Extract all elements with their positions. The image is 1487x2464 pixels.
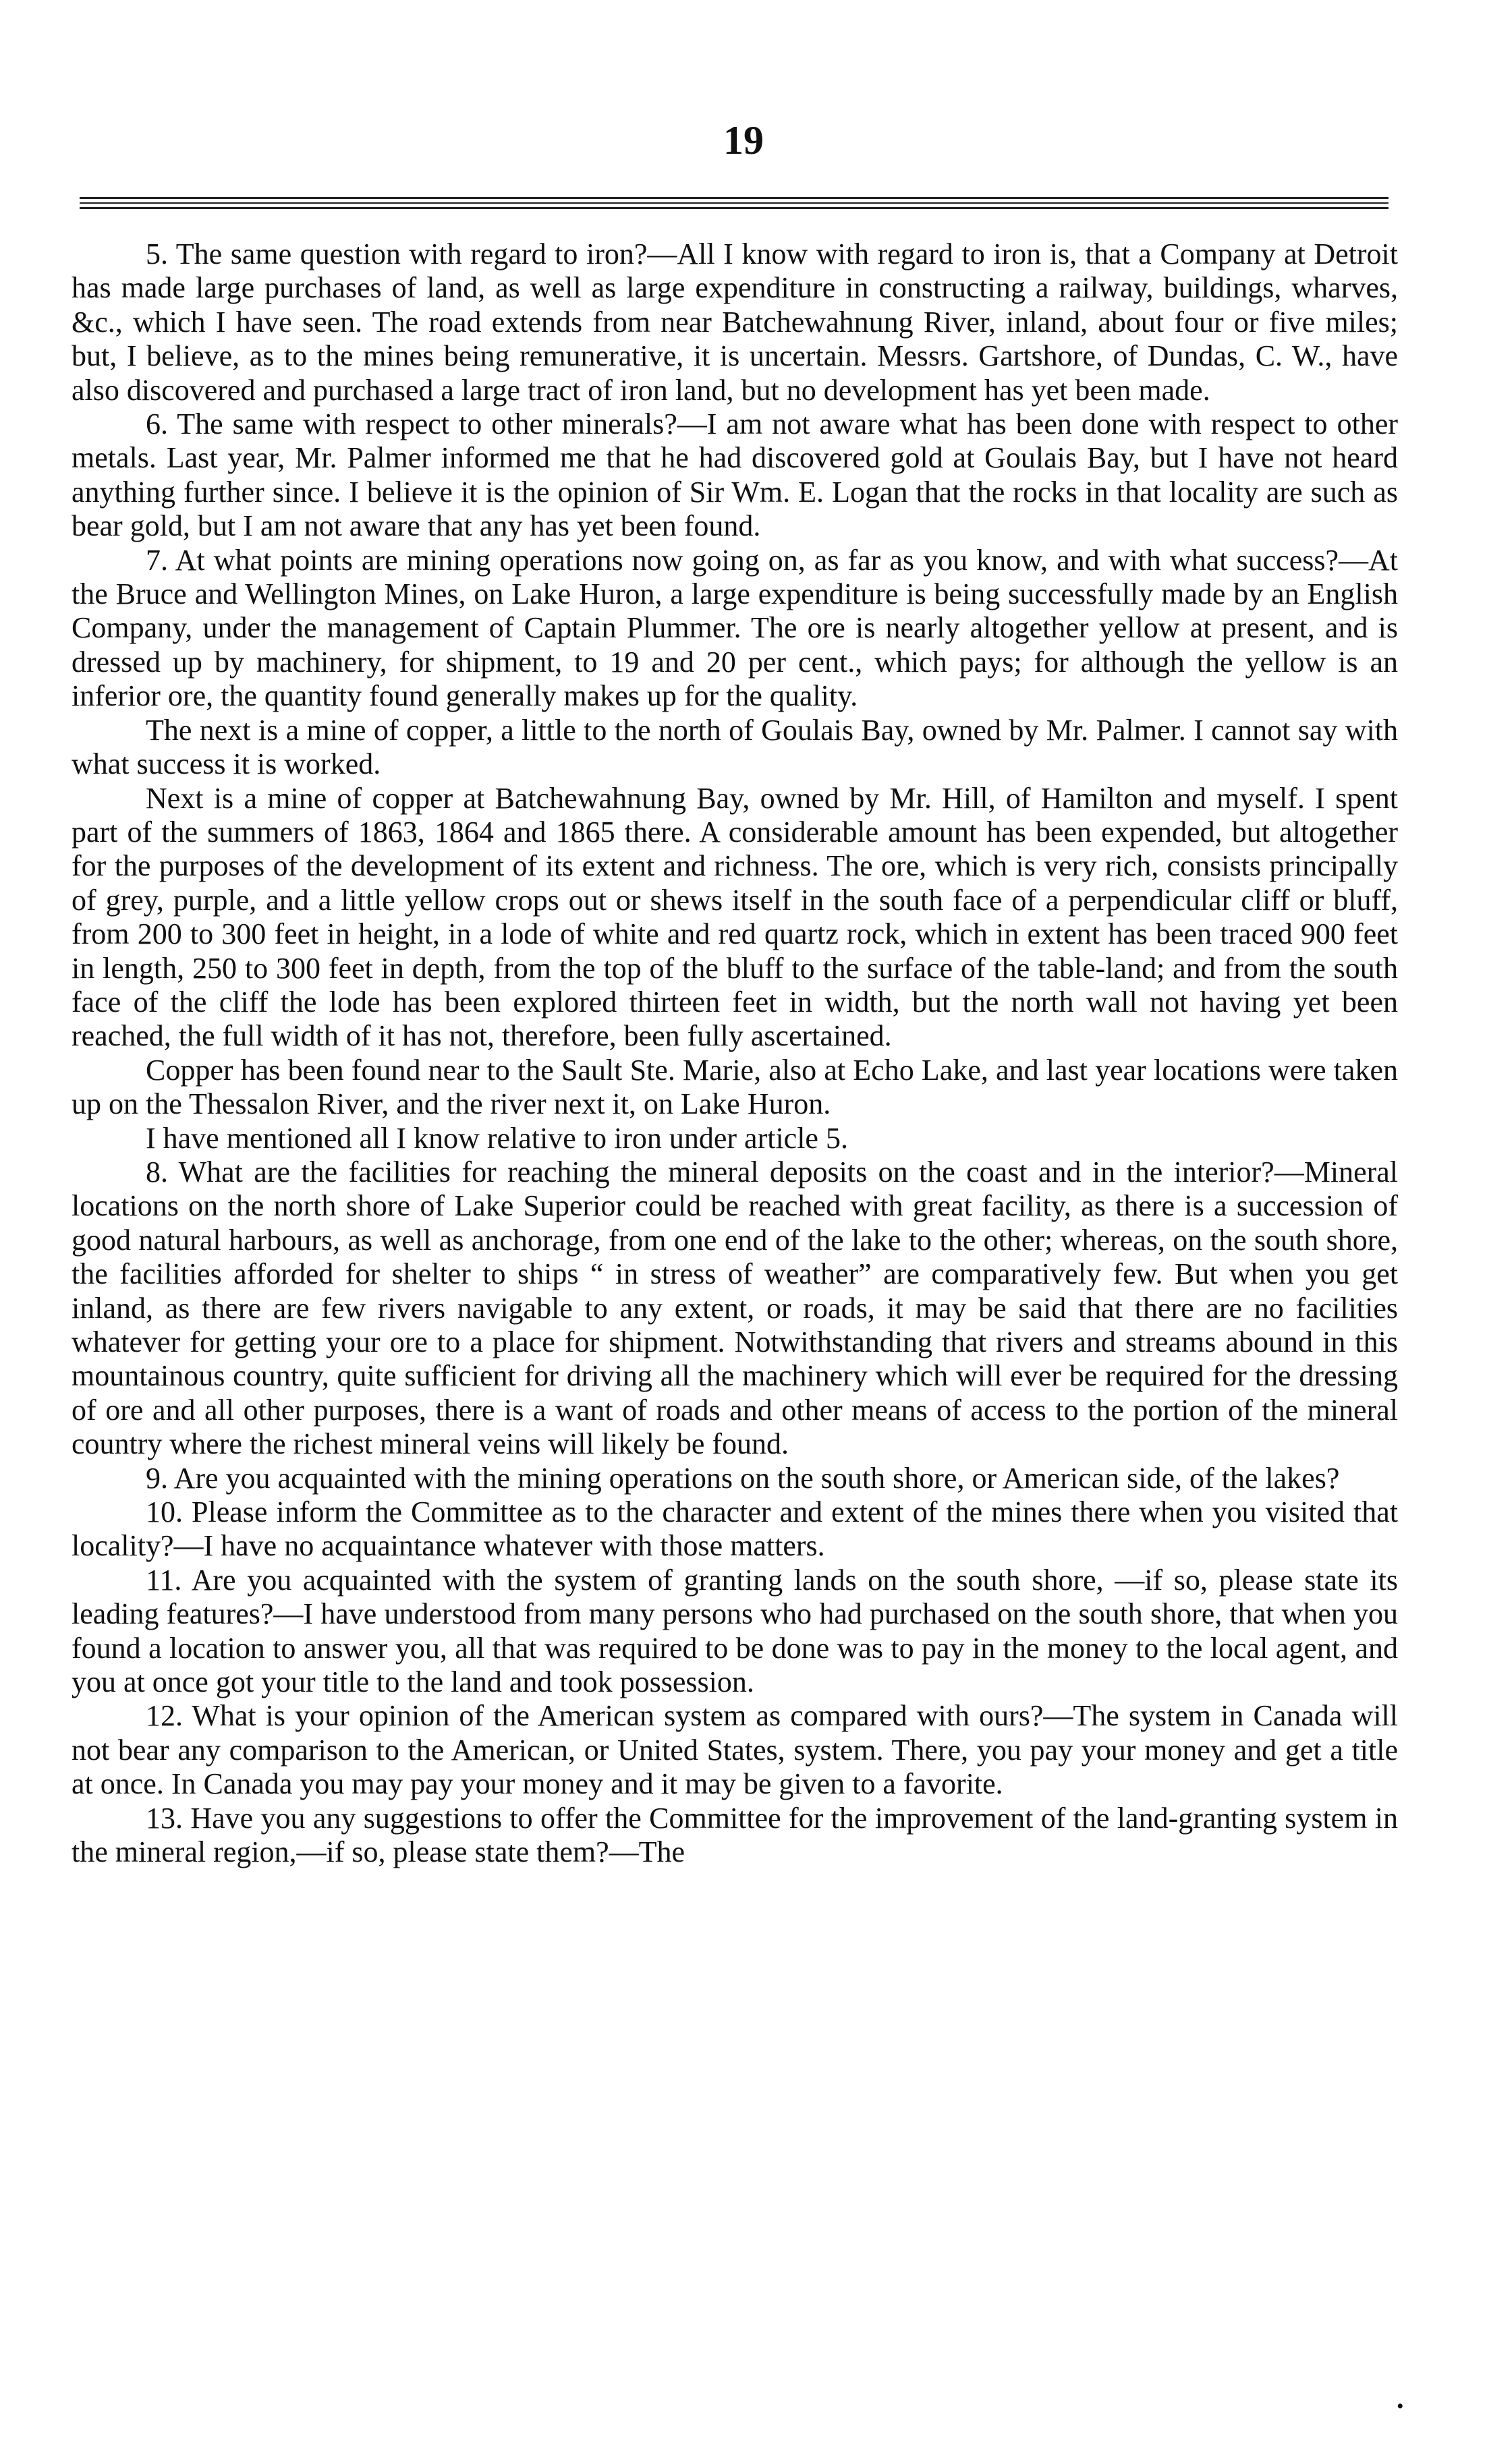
paragraph-iron-reference: I have mentioned all I know relative to iron under article 5. [146, 1121, 848, 1155]
paragraph-palmer-mine: The next is a mine of copper, a little to the north of Goulais Bay, owned by Mr. Palmer. I cannot say with what success it is worked. [72, 713, 1398, 781]
paragraph-q8: 8. What are the facilities for reaching the mineral deposits on the coast and in the interior?—Mineral locations on the north shore of Lake Superior could be reached with great facility, as there is a succession of good natural harbours, as well as anchorage, from one end of the lake to the other; whereas, on the south shore, the facilities afforded for shelter to ships “ in stress of weather” are comparatively few. But when you get inland, as there are few rivers navigable to any extent, or roads, it may be said that there are no facilities whatever for getting your ore to a place for shipment. Notwithstanding that rivers and streams abound in this mountainous country, quite sufficient for driving all the machinery which will ever be required for the dressing of ore and all other purposes, there is a want of roads and other means of access to the portion of the mineral country where the richest mineral veins will likely be found. [72, 1155, 1398, 1461]
paragraph-copper-locations: Copper has been found near to the Sault Ste. Marie, also at Echo Lake, and last year locations were taken up on the Thessalon River, and the river next it, on Lake Huron. [72, 1053, 1398, 1121]
paragraph-q9: 9. Are you acquainted with the mining operations on the south shore, or American side, of the lakes? [146, 1461, 1340, 1495]
paragraph-batchewahnung-mine: Next is a mine of copper at Batchewahnung Bay, owned by Mr. Hill, of Hamilton and myself. I spent part of the summers of 1863, 1864 and 1865 there. A considerable amount has been expended, but altogether for the purposes of the development of its extent and richness. The ore, which is very rich, consists principally of grey, purple, and a little yellow crops out or shews itself in the south face of a perpendicular cliff or bluff, from 200 to 300 feet in height, in a lode of white and red quartz rock, which in extent has been traced 900 feet in length, 250 to 300 feet in depth, from the top of the bluff to the surface of the table-land; and from the south face of the cliff the lode has been explored thirteen feet in width, but the north wall not having yet been reached, the full width of it has not, therefore, been fully ascertained. [72, 781, 1398, 1053]
paragraph-q13: 13. Have you any suggestions to offer the Committee for the improvement of the land-granting system in the mineral region,—if so, please state them?—The [72, 1801, 1398, 1869]
page-number: 19 [723, 118, 764, 163]
paragraph-q7: 7. At what points are mining operations now going on, as far as you know, and with what success?—At the Bruce and Wellington Mines, on Lake Huron, a large expenditure is being successfully made by an English Company, under the management of Captain Plummer. The ore is nearly altogether yellow at present, and is dressed up by machinery, for shipment, to 19 and 20 per cent., which pays; for although the yellow is an inferior ore, the quantity found generally makes up for the quality. [72, 543, 1398, 713]
paragraph-q6: 6. The same with respect to other minerals?—I am not aware what has been done with respect to other metals. Last year, Mr. Palmer informed me that he had discovered gold at Goulais Bay, but I have not heard anything further since. I believe it is the opinion of Sir Wm. E. Logan that the rocks in that locality are such as bear gold, but I am not aware that any has yet been found. [72, 407, 1398, 543]
end-dot: • [1397, 2395, 1404, 2417]
header-rule [80, 197, 1388, 210]
header-rule-line [80, 207, 1388, 209]
header-rule-line [80, 197, 1388, 199]
paragraph-q5: 5. The same question with regard to iron?—All I know with regard to iron is, that a Company at Detroit has made large purchases of land, as well as large expenditure in constructing a railway, buildings, wharves, &c., which I have seen. The road extends from near Batchewahnung River, inland, about four or five miles; but, I believe, as to the mines being remunerative, it is uncertain. Messrs. Gartshore, of Dundas, C. W., have also discovered and purchased a large tract of iron land, but no development has yet been made. [72, 237, 1398, 407]
paragraph-q12: 12. What is your opinion of the American system as compared with ours?—The system in Canada will not bear any comparison to the American, or United States, system. There, you pay your money and get a title at once. In Canada you may pay your money and it may be given to a favorite. [72, 1699, 1398, 1801]
body-text [72, 237, 1398, 1870]
header-rule-line [80, 202, 1388, 204]
paragraph-q10: 10. Please inform the Committee as to the character and extent of the mines there when you visited that locality?—I have no acquaintance whatever with those matters. [72, 1495, 1398, 1563]
paragraph-q11: 11. Are you acquainted with the system of granting lands on the south shore, —if so, please state its leading features?—I have understood from many persons who had purchased on the south shore, that when you found a location to answer you, all that was required to be done was to pay in the money to the local agent, and you at once got your title to the land and took possession. [72, 1563, 1398, 1699]
